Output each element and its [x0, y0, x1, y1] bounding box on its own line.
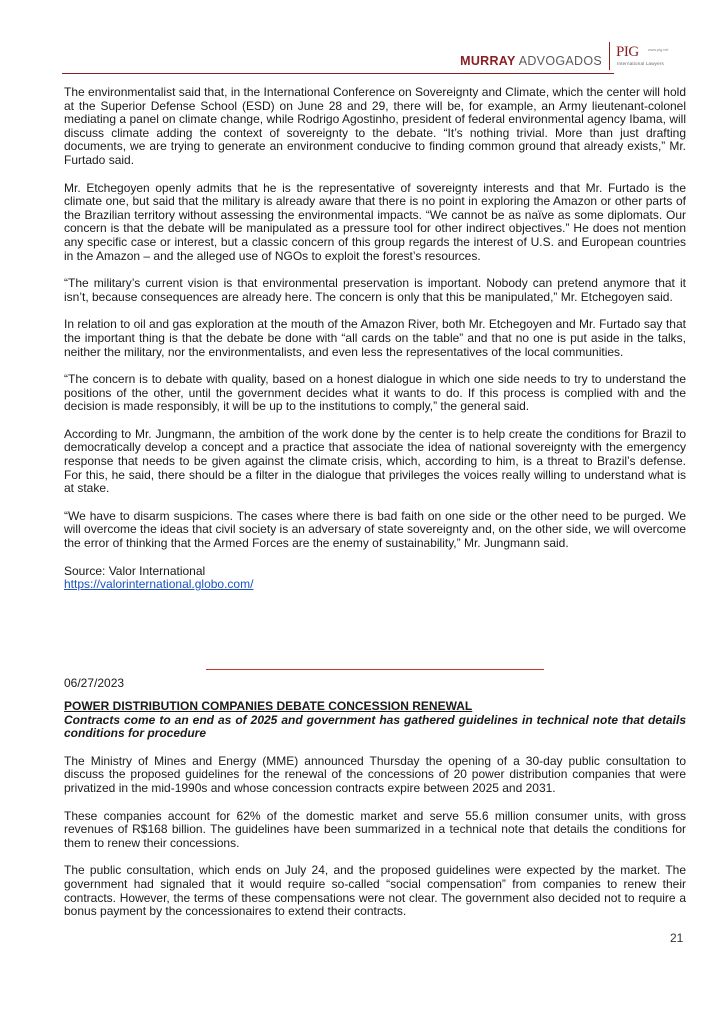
paragraph: “The concern is to debate with quality, based on a honest dialogue in which one side needs to try to understand the positions of the other, until the government decides what it wants to do. If this process is complied with and the decision is made responsibly, it will be up to the institutions to comply,” the general said.	[64, 372, 686, 414]
paragraph: “We have to disarm suspicions. The cases where there is bad faith on one side or the other need to be purged. We will overcome the ideas that civil society is an adversary of state sovereignty and, on the other side, we will overcome the error of thinking that the Armed Forces are the enemy of sustainability,” Mr. Jungmann said.	[64, 508, 686, 551]
paragraph: The environmentalist said that, in the International Conference on Sovereignty and Climate, which the center will hold at the Superior Defense School (ESD) on June 28 and 29, there will be, for example, an Army lieutenant-colonel mediating a panel on climate change, while Rodrigo Agostinho, president of federal environmental agency Ibama, will discuss climate adding the context of sovereignty to the debate. “It’s nothing trivial. More than just drafting documents, we are trying to generate an environment conducive to finding common ground that already exists,” Mr. Furtado said.	[64, 85, 686, 167]
pig-logo-text: PIG	[616, 44, 639, 60]
article-paragraph: These companies account for 62% of the domestic market and serve 55.6 million consumer units, with gross revenues of R$168 billion. The guidelines have been summarized in a technical note that details the conditions for them to renew their concessions.	[64, 808, 686, 850]
page-number: 21	[670, 931, 684, 945]
page-header	[62, 41, 682, 75]
source-block	[64, 565, 686, 592]
pig-logo	[609, 42, 682, 70]
article-body	[64, 86, 686, 592]
brand-primary: MURRAY	[460, 54, 516, 68]
section-separator	[206, 669, 544, 670]
news-article	[64, 700, 686, 933]
paragraph: Mr. Etchegoyen openly admits that he is the representative of sovereignty interests and that Mr. Furtado is the climate one, but said that the military is already aware that there is no point in exploring the Amazon or other parts of the Brazilian territory without assessing the environmental impacts. “We cannot be as naïve as some diplomats. Our concern is that the debate will be manipulated as a pressure tool for other indirect objectives.” He does not mention any specific case or interest, but a classic concern of this group regards the interest of U.S. and European countries in the Amazon – and the alleged use of NGOs to exploit the forest’s resources.	[64, 180, 686, 263]
paragraph: In relation to oil and gas exploration at the mouth of the Amazon River, both Mr. Etchegoyen and Mr. Furtado say that the important thing is that the debate be done with “all cards on the table” and that no one is put aside in the talks, neither the military, nor the environmentalists, and even less the representatives of the local communities.	[64, 317, 686, 359]
article-paragraph: The public consultation, which ends on July 24, and the proposed guidelines were expected by the market. The government had signaled that it would require so-called “social compensation” from companies to renew their contracts. However, the terms of these compensations were not clear. The government also decided not to require a bonus payment by the concessionaires to extend their contracts.	[64, 863, 686, 919]
source-link[interactable]: https://valorinternational.globo.com/	[64, 577, 254, 592]
brand-wordmark	[460, 54, 602, 68]
article-paragraph: The Ministry of Mines and Energy (MME) announced Thursday the opening of a 30-day public consultation to discuss the proposed guidelines for the renewal of the concessions of 20 power distribution companies that were privatized in the mid-1990s and whose concession contracts expire between 2025 and 2031.	[64, 753, 686, 795]
pig-logo-subtext: International Lawyers	[617, 61, 664, 66]
source-label: Source: Valor International	[64, 563, 206, 578]
paragraph: According to Mr. Jungmann, the ambition of the work done by the center is to help create the conditions for Brazil to democratically develop a concept and a practice that associate the idea of national sovereignty with the emergency response that needs to be given against the climate crisis, which, according to him, is a threat to Brazil’s defense. For this, he said, there should be a filter in the dialogue that privileges the voices really willing to understand what is at stake.	[64, 426, 686, 496]
brand-secondary: ADVOGADOS	[518, 54, 602, 68]
article-date: 06/27/2023	[64, 676, 125, 690]
pig-logo-url: www.pig.net	[648, 48, 669, 52]
article-title: POWER DISTRIBUTION COMPANIES DEBATE CONCESSION RENEWAL	[64, 699, 473, 713]
header-divider	[62, 73, 614, 74]
paragraph: “The military’s current vision is that environmental preservation is important. Nobody can pretend anymore that it isn’t, because consequences are already here. The concern is only that this be manipulated,” Mr. Etchegoyen said.	[64, 276, 686, 304]
article-subtitle: Contracts come to an end as of 2025 and government has gathered guidelines in technical note that details conditions for procedure	[64, 712, 686, 741]
